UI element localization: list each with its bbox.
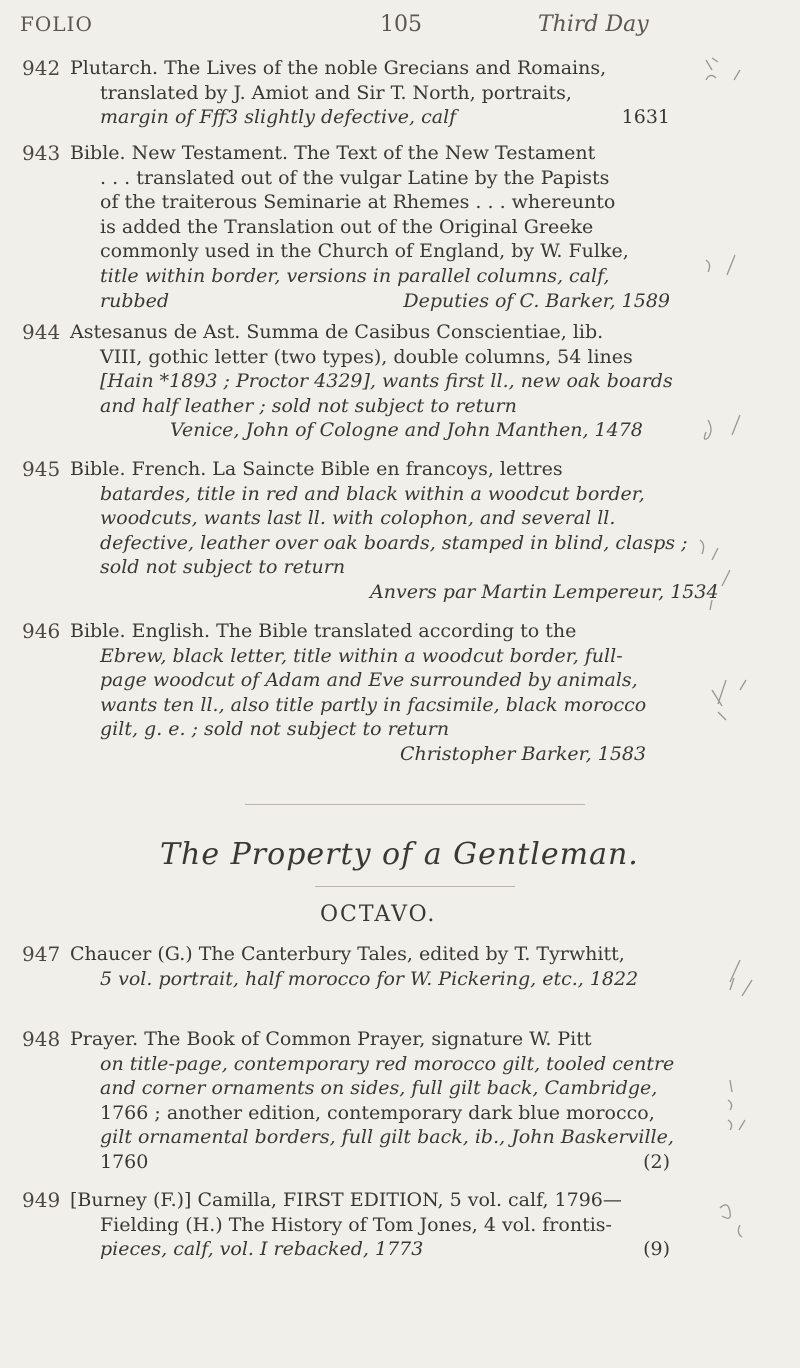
- lot-line: Ebrew, black letter, title within a woodcut border, full-: [100, 644, 623, 667]
- format-heading: OCTAVO.: [320, 902, 437, 927]
- lot-line: wants ten ll., also title partly in facsimile, black morocco: [100, 693, 647, 716]
- lot-line: and half leather ; sold not subject to return: [100, 394, 517, 417]
- section-heading: The Property of a Gentleman.: [160, 837, 639, 872]
- lot-line: pieces, calf, vol. I rebacked, 1773: [100, 1238, 424, 1261]
- lot-imprint: Anvers par Martin Lempereur, 1534: [370, 580, 719, 603]
- lot-line: Bible. French. La Saincte Bible en francoys, lettres: [70, 458, 563, 480]
- lot-line: [Burney (F.)] Camilla, FIRST EDITION, 5 vol. calf, 1796—: [70, 1189, 622, 1211]
- lot-count: (9): [643, 1238, 670, 1260]
- lot-line: woodcuts, wants last ll. with colophon, and several ll.: [100, 507, 616, 530]
- lot-line: is added the Translation out of the Original Greeke: [100, 215, 594, 238]
- lot-line: Fielding (H.) The History of Tom Jones, 4 vol. frontis-: [100, 1213, 612, 1236]
- lot-line: . . . translated out of the vulgar Latine by the Papists: [100, 166, 610, 189]
- lot-number: 947: [22, 942, 61, 966]
- lot-description: [70, 619, 670, 767]
- lot-number: 942: [22, 56, 61, 80]
- lot-line: Plutarch. The Lives of the noble Grecians and Romains,: [70, 57, 607, 79]
- lot-number: 944: [22, 320, 61, 344]
- lot-line: Astesanus de Ast. Summa de Casibus Conscientiae, lib.: [70, 321, 604, 343]
- lot-imprint: Christopher Barker, 1583: [400, 742, 647, 765]
- divider-rule: [245, 804, 585, 805]
- lot-imprint: Venice, John of Cologne and John Manthen, 1478: [170, 419, 643, 442]
- lot-line: rubbed: [100, 289, 170, 312]
- lot-line: 1766 ; another edition, contemporary dark blue morocco,: [100, 1101, 655, 1124]
- day-label: Third Day: [538, 12, 649, 37]
- lot-line: commonly used in the Church of England, by W. Fulke,: [100, 240, 629, 263]
- lot-number: 943: [22, 141, 61, 165]
- lot-description: [70, 56, 670, 130]
- lot-number: 948: [22, 1027, 61, 1051]
- lot-line: of the traiterous Seminarie at Rhemes . . . whereunto: [100, 191, 616, 214]
- lot-number: 949: [22, 1188, 61, 1212]
- lot-description: [70, 1188, 670, 1262]
- lot-line: page woodcut of Adam and Eve surrounded by animals,: [100, 669, 638, 692]
- lot-imprint: Deputies of C. Barker, 1589: [403, 290, 670, 312]
- lot-line: Bible. New Testament. The Text of the New Testament: [70, 142, 596, 164]
- lot-line: VIII, gothic letter (two types), double columns, 54 lines: [100, 345, 633, 368]
- lot-line: translated by J. Amiot and Sir T. North, portraits,: [100, 81, 572, 104]
- lot-line: on title-page, contemporary red morocco gilt, tooled centre: [100, 1052, 675, 1075]
- lot-description: [70, 320, 673, 443]
- page-number: 105: [380, 12, 422, 37]
- lot-description: [70, 942, 670, 991]
- lot-line: Prayer. The Book of Common Prayer, signature W. Pitt: [70, 1028, 592, 1050]
- lot-line: and corner ornaments on sides, full gilt back, Cambridge,: [100, 1077, 658, 1100]
- lot-line: Chaucer (G.) The Canterbury Tales, edited by T. Tyrwhitt,: [70, 943, 625, 965]
- lot-line: batardes, title in red and black within a woodcut border,: [100, 482, 645, 505]
- lot-line: margin of Fff3 slightly defective, calf: [100, 106, 457, 129]
- lot-description: [70, 457, 719, 605]
- folio-label: FOLIO: [20, 12, 93, 36]
- lot-count: (2): [643, 1151, 670, 1173]
- lot-line: gilt, g. e. ; sold not subject to return: [100, 718, 450, 741]
- lot-line: sold not subject to return: [100, 556, 346, 579]
- lot-number: 946: [22, 619, 61, 643]
- page-header: [0, 12, 800, 42]
- lot-description: [70, 141, 670, 313]
- lot-line: defective, leather over oak boards, stamped in blind, clasps ;: [100, 531, 688, 554]
- lot-line: 5 vol. portrait, half morocco for W. Pickering, etc., 1822: [100, 967, 639, 990]
- lot-line: title within border, versions in parallel columns, calf,: [100, 264, 610, 287]
- lot-line: gilt ornamental borders, full gilt back, ib., John Baskerville,: [100, 1126, 674, 1149]
- lot-number: 945: [22, 457, 61, 481]
- lot-line: Bible. English. The Bible translated according to the: [70, 620, 577, 642]
- lot-description: [70, 1027, 675, 1175]
- lot-line: [Hain *1893 ; Proctor 4329], wants first ll., new oak boards: [100, 370, 673, 393]
- divider-rule: [315, 886, 515, 887]
- lot-line: 1760: [100, 1150, 149, 1173]
- lot-date: 1631: [621, 106, 670, 128]
